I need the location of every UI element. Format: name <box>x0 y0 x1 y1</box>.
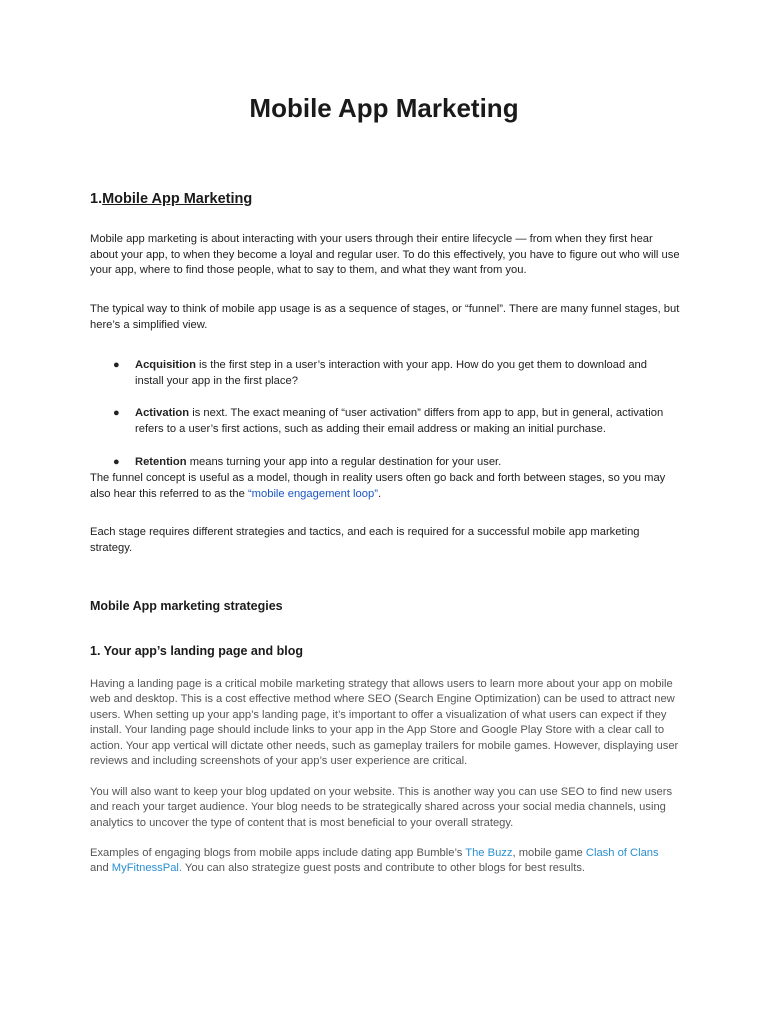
clash-of-clans-link[interactable]: Clash of Clans <box>585 847 659 859</box>
text-span: , mobile game <box>512 847 586 859</box>
document-title: Mobile App Marketing <box>249 93 519 123</box>
text-span: and <box>90 862 112 875</box>
bullet-dot: ● <box>113 456 120 468</box>
list-item-retention <box>113 455 673 471</box>
paragraph-blog: You will also want to keep your blog updated on your website. This is another way you can use SEO to find new users and reach your target audience. Your blog needs to be strategically shared across your social media channels, using analytics to uncover the type of content that is most beneficial to your overall strategy. <box>90 786 673 829</box>
section-heading-mobile-app-marketing <box>90 189 252 209</box>
paragraph-stages: Each stage requires different strategies and tactics, and each is required for a successful mobile app marketing strategy. <box>90 526 640 554</box>
paragraph-intro: Mobile app marketing is about interacting with your users through their entire lifecycle — from when they first hear about your app, to when they become a loyal and regular user. To do this effectively, you have to figure out who will use your app, where to find those people, what to say to them, and what they want from you. <box>90 233 680 276</box>
bullet-dot: ● <box>113 359 120 371</box>
bullet-text: means turning your app into a regular destination for your user. <box>186 456 502 468</box>
section-heading-text: Mobile App Marketing <box>102 191 253 207</box>
bullet-term: Activation <box>135 407 190 419</box>
list-item-acquisition <box>113 358 673 389</box>
strategies-heading: Mobile App marketing strategies <box>90 599 283 613</box>
text-span: Examples of engaging blogs from mobile apps include dating app Bumble’s <box>90 847 466 859</box>
paragraph-landing-page: Having a landing page is a critical mobile marketing strategy that allows users to learn more about your app on mobile web and desktop. This is a cost effective method where SEO (Search Engine Optimization) can be used to attract new users. When setting up your app’s landing page, it’s important to offer a visualization of what users can expect if they install. Your landing page should include links to your app in the App Store and Google Play Store with a clear call to action. Your app vertical will dictate other needs, such as gameplay trailers for mobile games. However, displaying user reviews and including screenshots of your app’s user experience are critical. <box>90 678 679 768</box>
landing-page-heading: 1. Your app’s landing page and blog <box>90 644 303 658</box>
bullet-term: Retention <box>135 456 187 468</box>
paragraph-funnel: The typical way to think of mobile app usage is as a sequence of stages, or “funnel”. There are many funnel stages, but here’s a simplified view. <box>90 303 680 331</box>
paragraph-funnel-concept <box>90 471 680 502</box>
text-span: You can also strategize guest posts and contribute to other blogs for best results. <box>182 862 586 875</box>
text-span: . <box>377 487 382 500</box>
bullet-dot: ● <box>113 407 120 419</box>
text-span: The funnel concept is useful as a model, though in reality users often go back and forth between stages, so you may also hear this referred to as the <box>90 472 666 500</box>
the-buzz-link[interactable]: The Buzz <box>465 847 513 859</box>
bullet-text: is next. The exact meaning of “user activation” differs from app to app, but in general, activation refers to a user’s first actions, such as adding their email address or making an initial purchase. <box>135 407 664 435</box>
myfitnesspal-link[interactable]: MyFitnessPal. <box>111 862 183 875</box>
bullet-term: Acquisition <box>135 359 196 371</box>
mobile-engagement-loop-link[interactable]: “mobile engagement loop” <box>247 487 378 500</box>
paragraph-blog-examples <box>90 846 680 877</box>
section-number: 1. <box>90 191 103 207</box>
bullet-text: is the first step in a user’s interaction with your app. How do you get them to download and install your app in the first place? <box>135 359 647 387</box>
list-item-activation <box>113 406 673 437</box>
